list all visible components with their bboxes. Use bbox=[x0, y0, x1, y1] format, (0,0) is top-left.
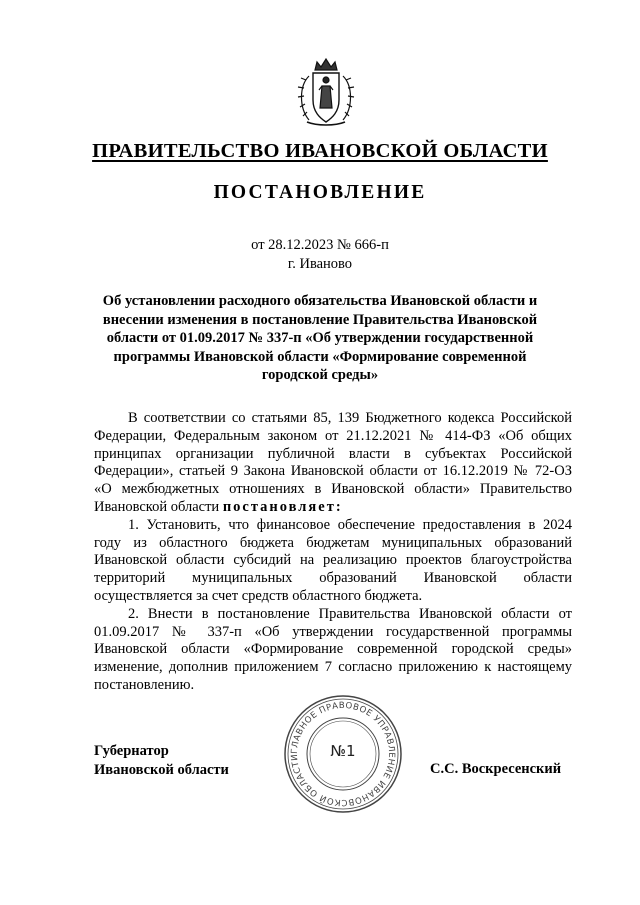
item-1: 1. Установить, что финансовое обеспечение предоставления в 2024 году из областного бюджета бюджетам муниципальных образований Ивановской области субсидий на реализацию проектов благоустройства территорий муниципальных образований Ивановской области осуществляется за счет средств областного бюджета. bbox=[94, 516, 572, 604]
signatory-position: Губернатор Ивановской области bbox=[94, 743, 229, 778]
preamble-paragraph: В соответствии со статьями 85, 139 Бюджетного кодекса Российской Федерации, Федеральным законом от 21.12.2021 № 414-ФЗ «Об общих принципах организации публичной власти в субъектах Российской Федерации», статьей 9 Закона Ивановской области от 16.12.2019 № 72-ОЗ «О межбюджетных отношениях в Ивановской области» Правительство Ивановской области постановляет: bbox=[94, 410, 572, 515]
city: г. Иваново bbox=[287, 256, 353, 272]
signatory-name: С.С. Воскресенский bbox=[430, 761, 562, 777]
coat-of-arms-icon bbox=[295, 56, 357, 128]
subject-title: Об установлении расходного обязательства Ивановской области и внесении изменения в постановление Правительства Ивановской области от 01.09.2017 № 337-п «Об утверждении государственной программы Ивановской области «Формирование современной городской среды» bbox=[102, 293, 538, 383]
svg-text:ГЛАВНОЕ ПРАВОВОЕ УПРАВЛЕНИЕ ИВ: ГЛАВНОЕ ПРАВОВОЕ УПРАВЛЕНИЕ ИВАНОВСКОЙ ОБЛАСТИ bbox=[289, 700, 397, 808]
decree-word: постановляет: bbox=[222, 498, 343, 515]
item-2: 2. Внести в постановление Правительства Ивановской области от 01.09.2017 № 337-п «Об утверждении государственной программы Ивановской области «Формирование современной городской среды» изменение, дополнив приложением 7 согласно приложению к настоящему постановлению. bbox=[94, 605, 572, 693]
document-type: ПОСТАНОВЛЕНИЕ bbox=[213, 182, 427, 203]
document-body bbox=[94, 410, 572, 695]
government-title: ПРАВИТЕЛЬСТВО ИВАНОВСКОЙ ОБЛАСТИ bbox=[92, 140, 548, 162]
date-number: от 28.12.2023 № 666-п bbox=[251, 237, 389, 253]
seal-number: №1 bbox=[330, 742, 356, 760]
